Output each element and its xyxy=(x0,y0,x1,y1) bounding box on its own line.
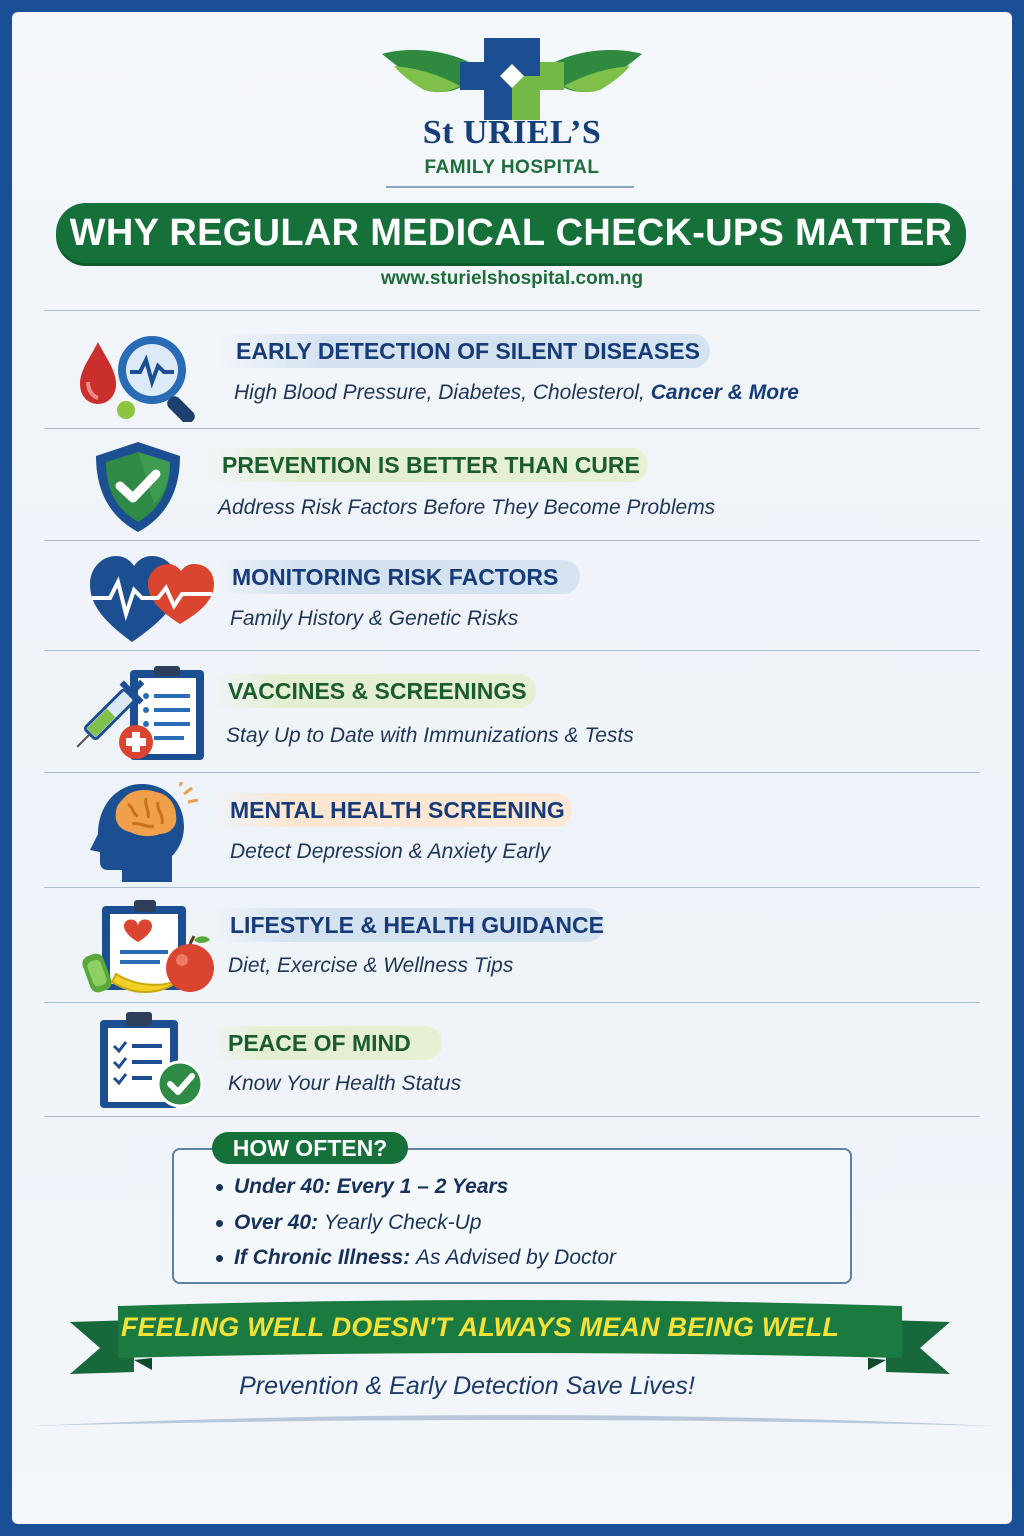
divider xyxy=(44,772,980,773)
tagline: Prevention & Early Detection Save Lives! xyxy=(239,1372,695,1400)
syringe-clipboard-icon xyxy=(74,664,208,764)
benefit-description: Diet, Exercise & Wellness Tips xyxy=(228,954,514,977)
benefit-title: MENTAL HEALTH SCREENING xyxy=(214,793,572,827)
benefit-description: Family History & Genetic Risks xyxy=(230,607,519,630)
checklist-icon xyxy=(98,1010,206,1110)
benefit-title: PEACE OF MIND xyxy=(212,1026,442,1060)
clipboard-fruit-icon xyxy=(78,898,218,1000)
hospital-name: St URIEL’S xyxy=(422,114,602,151)
how-often-title: HOW OFTEN? xyxy=(212,1132,408,1164)
divider xyxy=(44,540,980,541)
benefit-description: Know Your Health Status xyxy=(228,1072,462,1095)
divider xyxy=(44,650,980,651)
heart-pulse-icon xyxy=(88,554,218,646)
ribbon-text: FEELING WELL DOESN'T ALWAYS MEAN BEING WELL xyxy=(120,1312,840,1342)
benefit-description: Address Risk Factors Before They Become Problems xyxy=(218,496,716,519)
divider xyxy=(44,1002,980,1003)
benefit-title: EARLY DETECTION OF SILENT DISEASES xyxy=(220,334,710,368)
magnifier-blood-drop-icon xyxy=(78,330,214,422)
divider xyxy=(44,310,980,311)
divider xyxy=(44,887,980,888)
page-title: WHY REGULAR MEDICAL CHECK-UPS MATTER xyxy=(56,203,966,263)
divider xyxy=(44,1116,980,1117)
how-often-item: If Chronic Illness: As Advised by Doctor xyxy=(216,1246,616,1270)
benefit-description: High Blood Pressure, Diabetes, Cholesterol, Cancer & More xyxy=(234,381,799,404)
how-often-item: Under 40: Every 1 – 2 Years xyxy=(216,1175,508,1199)
benefit-description: Stay Up to Date with Immunizations & Tests xyxy=(226,724,634,747)
website-link[interactable]: www.sturielshospital.com.ng xyxy=(380,268,644,289)
benefit-title: LIFESTYLE & HEALTH GUIDANCE xyxy=(214,908,604,942)
hospital-subtitle: FAMILY HOSPITAL xyxy=(424,157,600,178)
swoosh-decoration xyxy=(30,1410,994,1432)
divider xyxy=(44,428,980,429)
head-brain-icon xyxy=(84,782,200,884)
benefit-title: MONITORING RISK FACTORS xyxy=(216,560,580,594)
brand-divider xyxy=(386,186,634,188)
benefit-title: VACCINES & SCREENINGS xyxy=(212,674,536,708)
benefit-description: Detect Depression & Anxiety Early xyxy=(230,840,551,863)
how-often-item: Over 40: Yearly Check-Up xyxy=(216,1211,481,1235)
shield-check-icon xyxy=(88,440,188,534)
benefit-title: PREVENTION IS BETTER THAN CURE xyxy=(206,448,648,482)
